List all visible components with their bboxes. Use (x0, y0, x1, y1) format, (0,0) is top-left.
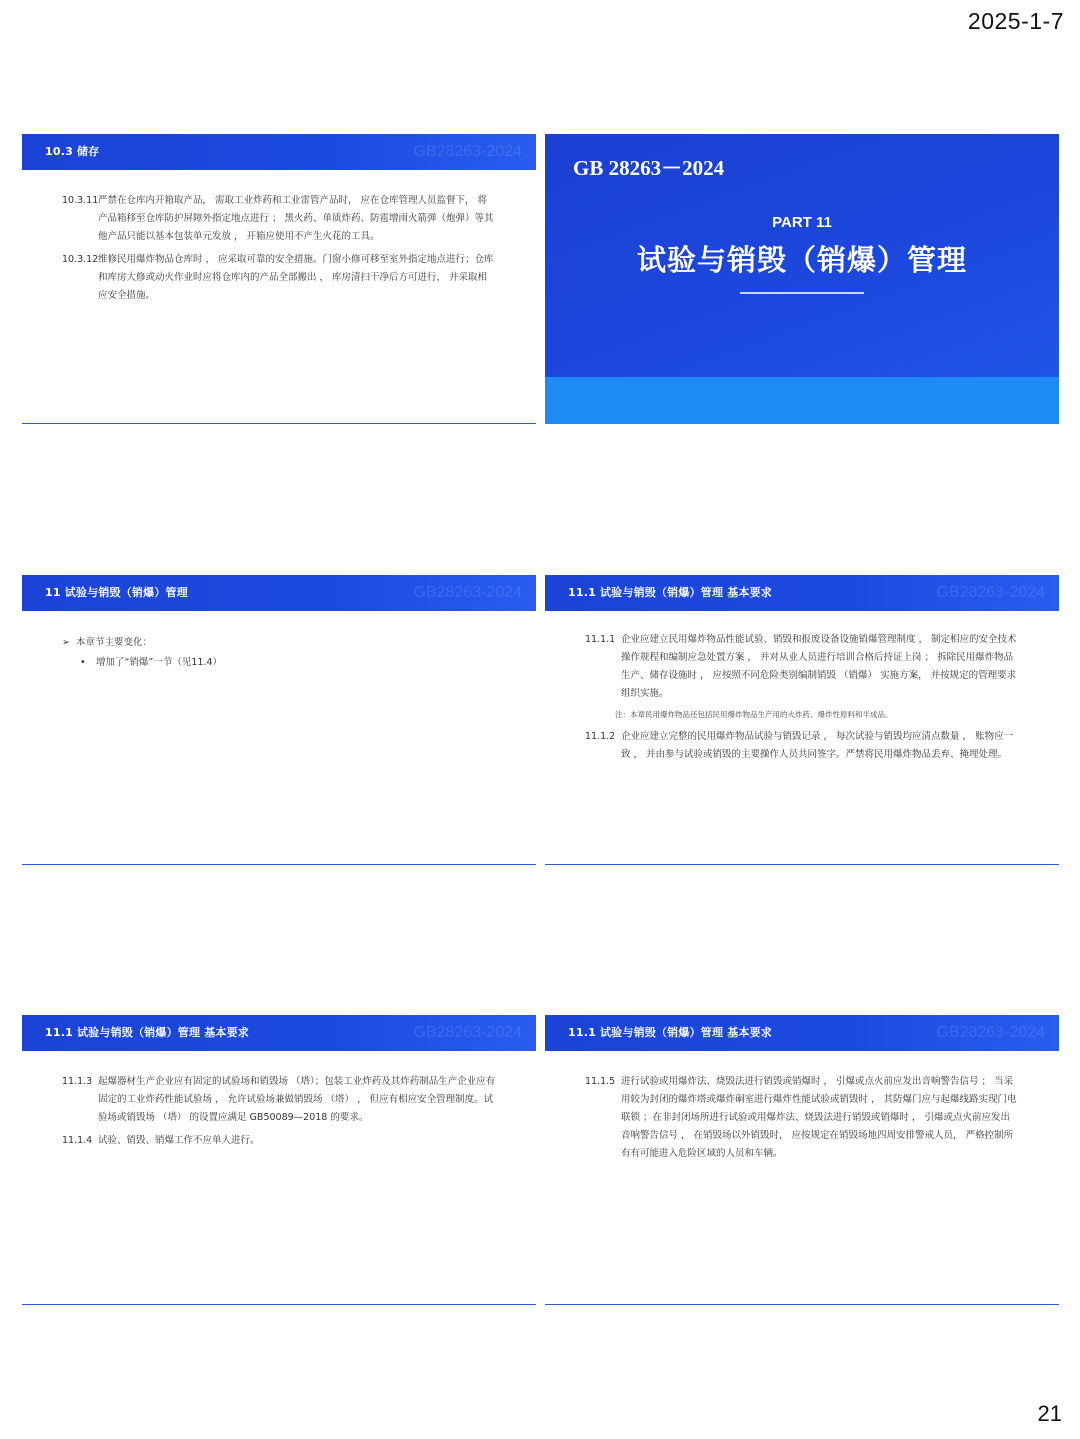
bullet-text: 增加了“销爆”一节（见11.4） (96, 657, 222, 668)
slide-basic-requirements-2 (22, 1015, 536, 1305)
slide-body (62, 192, 496, 310)
divider (545, 864, 1059, 865)
divider (22, 1304, 536, 1305)
watermark: GB28263-2024 (936, 1024, 1045, 1041)
page-number: 21 (1037, 1401, 1062, 1426)
slide-basic-requirements-3 (545, 1015, 1059, 1305)
slide-title: 10.3 储存 (45, 145, 100, 158)
watermark: GB28263-2024 (413, 584, 522, 601)
watermark: GB28263-2024 (413, 1024, 522, 1041)
divider (22, 423, 536, 424)
slide-cover (545, 134, 1059, 424)
clause-text: 企业应建立民用爆炸物品性能试验、销毁和报废设备设施销爆管理制度 ， 制定相应的安全技术操作规程和编制应急处置方案 ， 并对从业人员进行培训合格后持证上岗 ； 拆除民用爆炸物品生产、储存设施时 ， 应按照不同危险类别编制销毁 （销爆） 实施方案， 并按规定的管理要求组织实施。 (621, 634, 1017, 699)
title-underline (740, 292, 864, 294)
list-item (62, 653, 496, 673)
slide-title: 11.1 试验与销毁（销爆）管理 基本要求 (45, 1026, 249, 1039)
divider (545, 1304, 1059, 1305)
arrow-bullet-icon: ➢ (62, 637, 70, 648)
clause-text: 试验、销毁、销爆工作不应单人进行。 (98, 1135, 260, 1146)
clause-text: 严禁在仓库内开箱取产品， 需取工业炸药和工业雷管产品时， 应在仓库管理人员监督下， 将产品箱移至仓库防护屏障外指定地点进行 ； 黑火药、单质炸药、防雹增雨火箭弹（炮弹）等其他产品只能以基本包装单元发放 ， 开箱应使用不产生火花的工具。 (98, 195, 494, 242)
part-label: PART 11 (772, 214, 832, 231)
clause-text: 企业应建立完整的民用爆炸物品试验与销毁记录 ， 每次试验与销毁均应清点数量 ， 账物应一致 ， 并由参与试验或销毁的主要操作人员共同签字。严禁将民用爆炸物品丢弃、掩埋处理。 (621, 731, 1014, 760)
clause (62, 192, 496, 246)
slide-title: 11 试验与销毁（销爆）管理 (45, 586, 188, 599)
slide-basic-requirements-1 (545, 575, 1059, 865)
clause-number: 11.1.5 (585, 1076, 616, 1087)
slide-title: 11.1 试验与销毁（销爆）管理 基本要求 (568, 586, 772, 599)
clause-number: 10.3.12 (62, 254, 99, 265)
page-date: 2025-1-7 (967, 8, 1064, 34)
slide-title: 11.1 试验与销毁（销爆）管理 基本要求 (568, 1026, 772, 1039)
note: 注：本章民用爆炸物品还包括民用爆炸物品生产用的火炸药、爆炸性原料和半成品。 (615, 710, 893, 719)
clause (62, 1132, 496, 1150)
slide-storage (22, 134, 536, 424)
list-item (62, 633, 496, 653)
clause (62, 1073, 496, 1127)
clause (62, 251, 496, 305)
dot-bullet-icon: • (80, 657, 86, 668)
slide-body (62, 1073, 496, 1155)
divider (22, 864, 536, 865)
clause (585, 728, 1019, 764)
slide-header (22, 575, 536, 611)
clause-number: 10.3.11 (62, 195, 99, 206)
slide-header (545, 575, 1059, 611)
slide-body (585, 631, 1019, 769)
watermark: GB28263-2024 (936, 584, 1045, 601)
clause-number: 11.1.3 (62, 1076, 93, 1087)
cover-band (545, 377, 1059, 424)
slide-header (545, 1015, 1059, 1051)
slide-header (22, 1015, 536, 1051)
slide-body (585, 1073, 1019, 1168)
cover-title: 试验与销毁（销爆）管理 (636, 243, 967, 277)
slide-chapter-overview (22, 575, 536, 865)
clause-text: 起爆器材生产企业应有固定的试验场和销毁场 （塔）；包装工业炸药及其炸药制品生产企业应有固定的工业炸药性能试验场 ， 允许试验场兼做销毁场 （塔） ， 但应有相应安全管理制度。试验场或销毁场 （塔） 的设置应满足 GB50089—2018 的要求。 (98, 1076, 496, 1123)
clause-text: 进行试验或用爆炸法、烧毁法进行销毁或销爆时 ， 引爆或点火前应发出音响警告信号 ； 当采用较为封闭的爆炸塔或爆炸硐室进行爆炸性能试验或销毁时 ， 其防爆门应与起爆线路实现门电联锁 ；在非封闭场所进行试验或用爆炸法、烧毁法进行销毁或销爆时 ， 引爆或点火前应发出音响警告信号 ， 在销毁场以外销毁时， 应按规定在销毁场地四周安排警戒人员， 严格控制所有有可能进入危险区域的人员和车辆。 (621, 1076, 1017, 1159)
clause-number: 11.1.4 (62, 1135, 93, 1146)
clause-number: 11.1.1 (585, 634, 616, 645)
watermark: GB28263-2024 (413, 143, 522, 160)
clause-text: 维修民用爆炸物品仓库时 ， 应采取可靠的安全措施。门窗小修可移至室外指定地点进行；仓库和库房大修或动火作业时应将仓库内的产品全部搬出 ， 库房清扫干净后方可进行， 并采取相应安全措施。 (98, 254, 494, 301)
bullet-text: 本章节主要变化： (76, 637, 153, 648)
clause-number: 11.1.2 (585, 731, 616, 742)
clause (585, 1073, 1019, 1163)
standard-number: GB 28263－2024 (573, 156, 725, 180)
bullet-list (62, 633, 496, 673)
slide-header (22, 134, 536, 170)
clause (585, 631, 1019, 703)
